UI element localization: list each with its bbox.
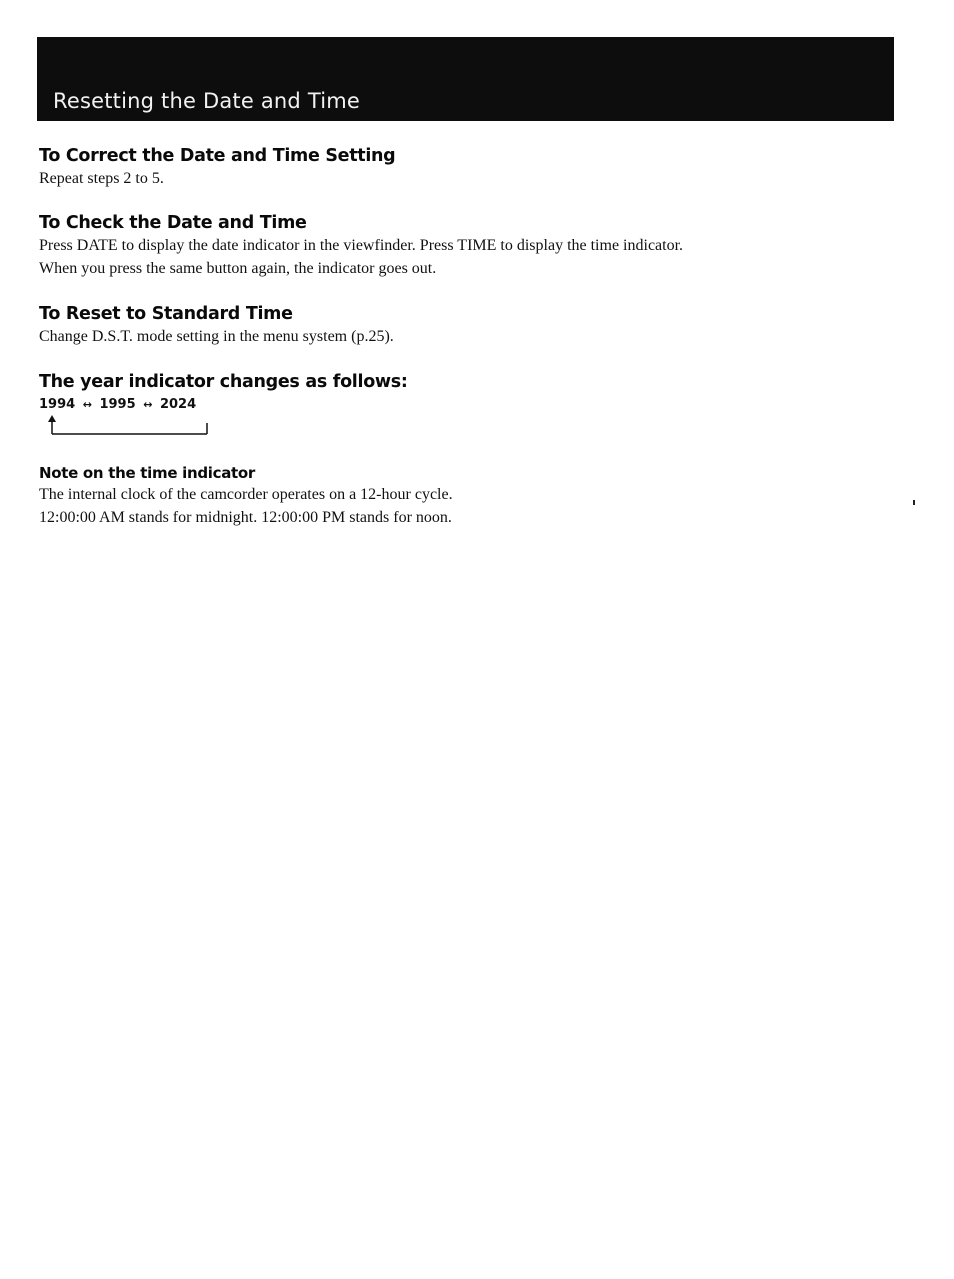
- note-text-line: The internal clock of the camcorder operates on a 12-hour cycle.: [39, 486, 453, 503]
- section-reset-standard-time: [39, 303, 899, 348]
- section-correct-date-time: [39, 145, 899, 190]
- year-last: 2024: [159, 397, 197, 412]
- section-heading: The year indicator changes as follows:: [39, 372, 408, 392]
- section-text-line: Change D.S.T. mode setting in the menu system (p.25).: [39, 328, 394, 345]
- note-time-indicator: [39, 463, 899, 529]
- dotted-double-arrow-icon: ↔: [143, 398, 153, 411]
- section-year-indicator: [39, 371, 899, 393]
- section-heading: To Reset to Standard Time: [39, 304, 293, 324]
- section-heading: To Correct the Date and Time Setting: [39, 146, 396, 166]
- year-second: 1995: [99, 397, 136, 412]
- note-heading: Note on the time indicator: [39, 464, 255, 482]
- section-text-line: Repeat steps 2 to 5.: [39, 170, 164, 187]
- note-text-line: 12:00:00 AM stands for midnight. 12:00:00 PM stands for noon.: [39, 509, 452, 526]
- year-cycle-diagram: [39, 396, 279, 442]
- section-text-line: Press DATE to display the date indicator in the viewfinder. Press TIME to display the time indicator.: [39, 237, 684, 254]
- loop-back-arrow-icon: [39, 414, 219, 438]
- section-heading: To Check the Date and Time: [39, 213, 307, 233]
- section-banner: [37, 37, 894, 121]
- scan-mark: [913, 500, 915, 505]
- year-sequence: [39, 396, 196, 414]
- section-check-date-time: [39, 212, 899, 280]
- double-arrow-icon: ↔: [82, 398, 92, 411]
- section-text-line: When you press the same button again, the indicator goes out.: [39, 260, 437, 277]
- page-title: Resetting the Date and Time: [53, 89, 361, 113]
- year-first: 1994: [39, 397, 76, 412]
